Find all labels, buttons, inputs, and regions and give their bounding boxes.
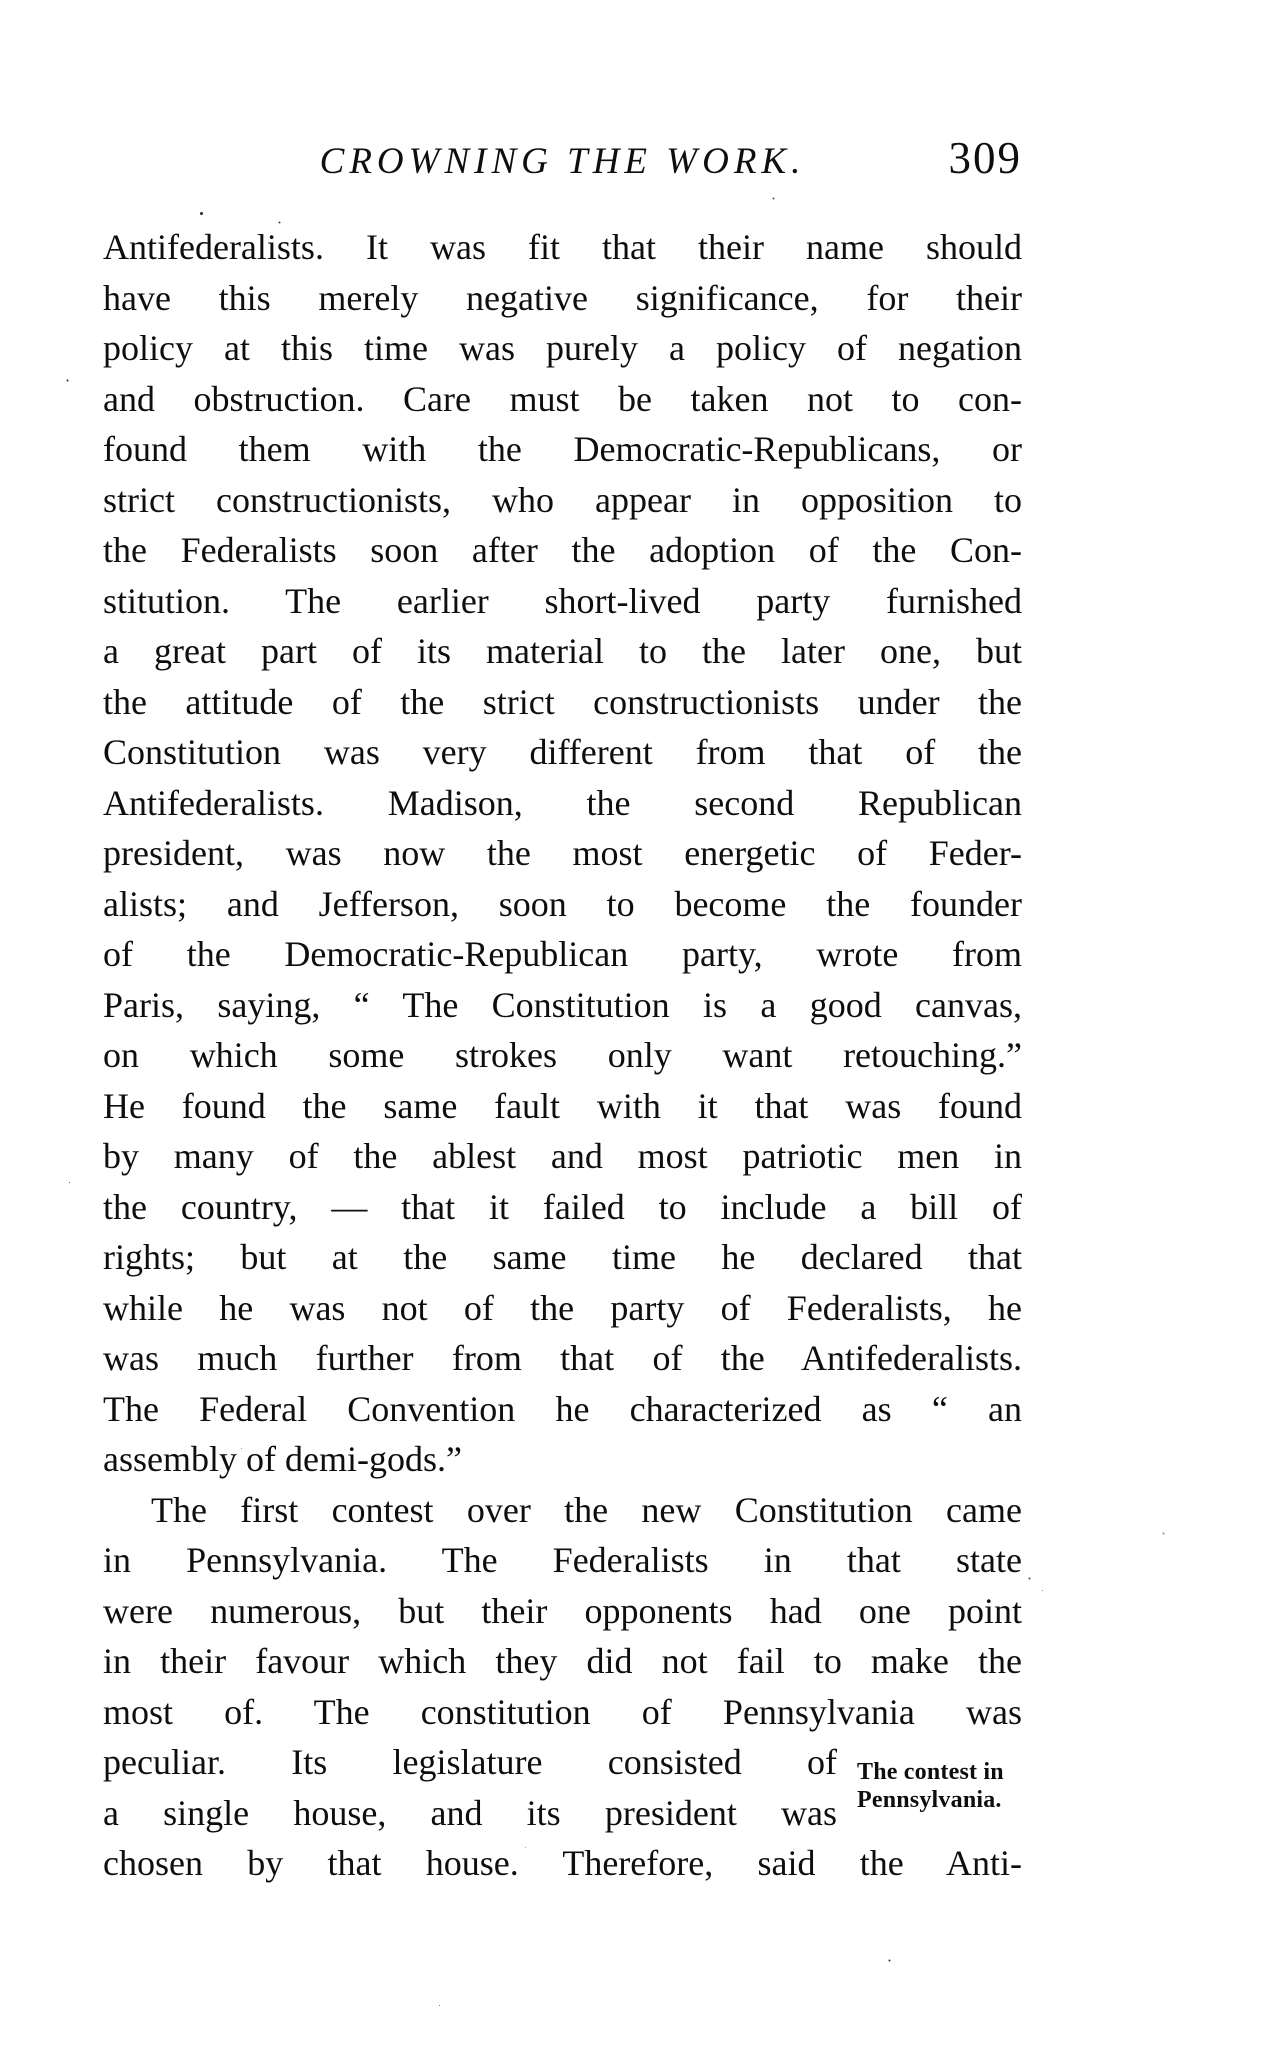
sidenote-line: The contest in [857, 1759, 1004, 1785]
text-line: and obstruction. Care must be taken not to con- [103, 378, 1022, 419]
text-line: Constitution was very different from that of the [103, 732, 1022, 772]
text-line: of the Democratic-Republican party, wrote from [103, 934, 1022, 974]
text-line: have this merely negative significance, for their [103, 277, 1022, 318]
text-line-paragraph-start: The first contest over the new Constitution came [151, 1489, 1022, 1530]
text-line: He found the same fault with it that was found [103, 1085, 1022, 1126]
text-line: Antifederalists. It was fit that their name should [103, 227, 1022, 267]
text-line: the country, — that it failed to include a bill of [103, 1186, 1022, 1227]
text-line: in Pennsylvania. The Federalists in that state [103, 1540, 1022, 1580]
text-line: on which some strokes only want retouching.” [103, 1035, 1022, 1075]
text-line-paragraph-end: assembly of demi-gods.” [103, 1439, 462, 1479]
text-line: found them with the Democratic-Republicans, or [103, 429, 1022, 469]
body-text [103, 222, 1022, 1889]
text-line: rights; but at the same time he declared that [103, 1237, 1022, 1277]
text-line: in their favour which they did not fail to make the [103, 1641, 1022, 1681]
margin-sidenote [857, 1758, 1042, 1814]
text-line: stitution. The earlier short-lived party furnished [103, 580, 1022, 621]
text-line: The Federal Convention he characterized as “ an [103, 1388, 1022, 1429]
page-number: 309 [948, 133, 1023, 183]
folio-wrap [805, 132, 1022, 184]
text-line: president, was now the most energetic of Feder- [103, 833, 1022, 873]
text-line: while he was not of the party of Federalists, he [103, 1287, 1022, 1328]
text-line: strict constructionists, who appear in opposition to [103, 479, 1022, 520]
scan-specks [0, 0, 3, 3]
text-line: alists; and Jefferson, soon to become the founder [103, 883, 1022, 924]
text-line: policy at this time was purely a policy of negation [103, 328, 1022, 368]
text-line: the attitude of the strict constructionists under the [103, 681, 1022, 722]
sidenote-line: Pennsylvania. [857, 1787, 1002, 1813]
text-line: by many of the ablest and most patriotic men in [103, 1136, 1022, 1176]
running-title: CROWNING THE WORK. [319, 141, 806, 182]
text-line: a great part of its material to the later one, but [103, 631, 1022, 671]
text-line: was much further from that of the Antifederalists. [103, 1338, 1022, 1378]
text-line: the Federalists soon after the adoption of the Con- [103, 530, 1022, 570]
text-line-beside-sidenote: a single house, and its president was [103, 1792, 837, 1833]
text-line: Antifederalists. Madison, the second Republican [103, 782, 1022, 823]
running-head [103, 132, 1022, 188]
text-line: chosen by that house. Therefore, said the Anti- [103, 1843, 1022, 1883]
text-line: Paris, saying, “ The Constitution is a good canvas, [103, 984, 1022, 1025]
text-line: most of. The constitution of Pennsylvania was [103, 1691, 1022, 1732]
text-line: were numerous, but their opponents had one point [103, 1590, 1022, 1631]
text-line-beside-sidenote: peculiar. Its legislature consisted of [103, 1742, 837, 1782]
